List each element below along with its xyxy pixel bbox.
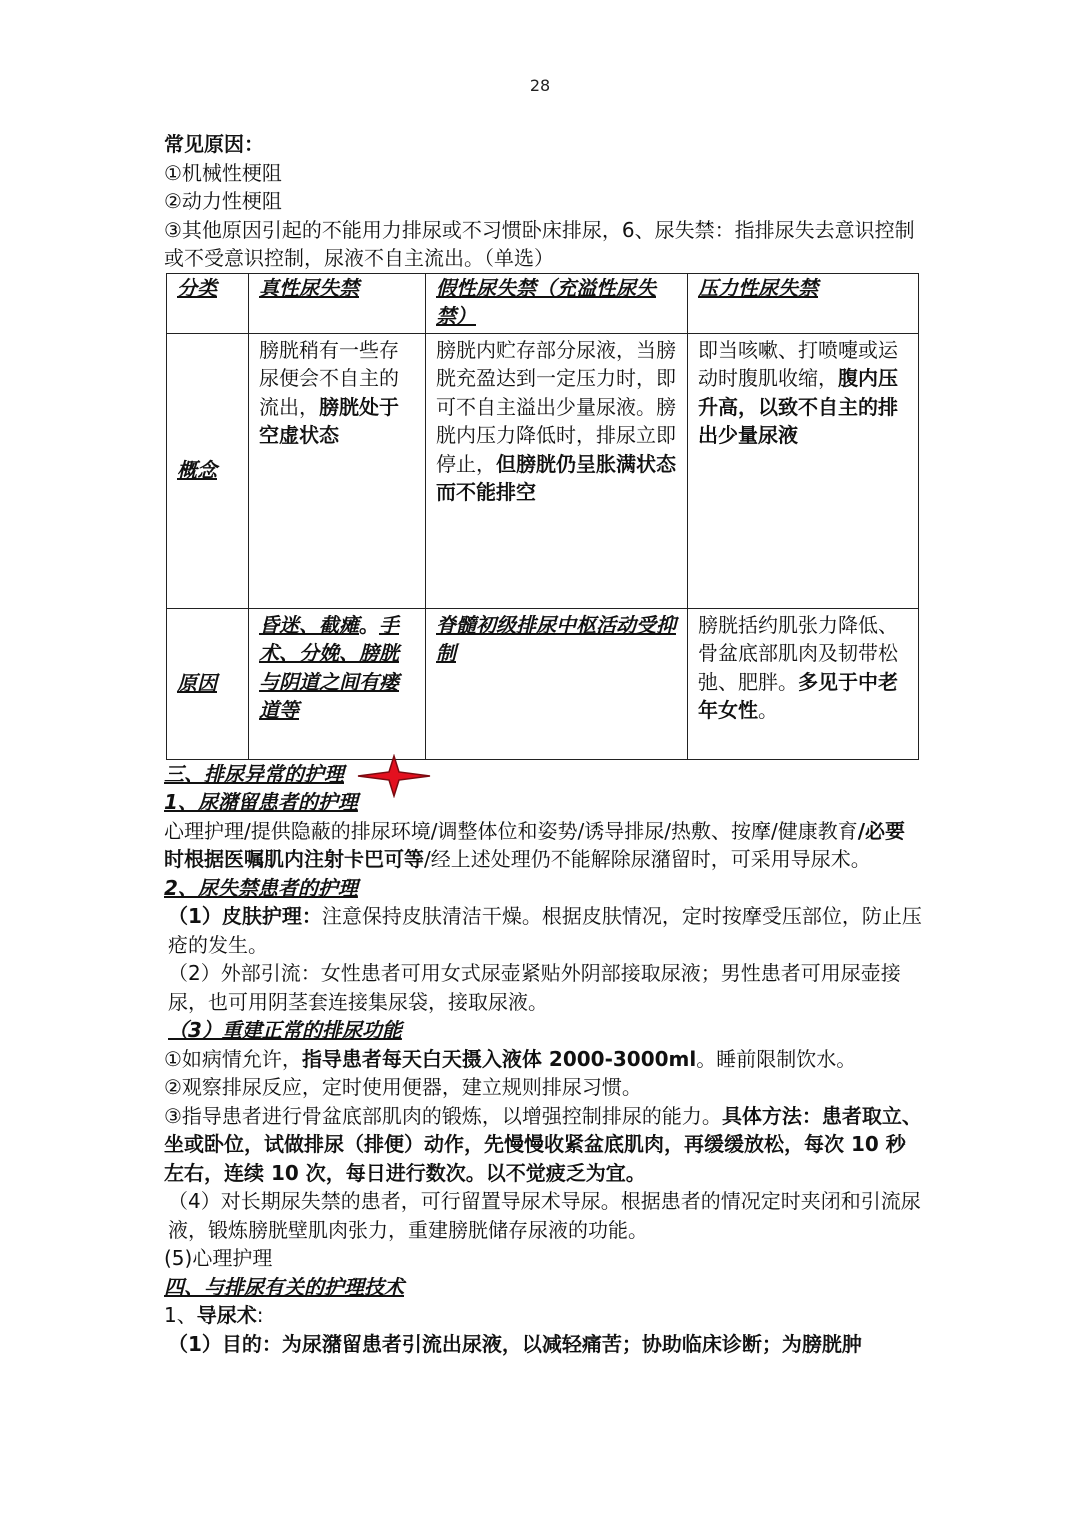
row-label-concept: 概念 <box>167 333 249 608</box>
section4-title: 四、与排尿有关的护理技术 <box>164 1274 404 1299</box>
cell-cause-overflow: 脊髓初级排尿中枢活动受抑制 <box>426 608 688 759</box>
section4-purpose: （1）目的：为尿潴留患者引流出尿液，以减轻痛苦；协助临床诊断；为膀胱肿 <box>168 1331 862 1356</box>
paragraph-external-drainage: （2）外部引流：女性患者可用女式尿壶紧贴外阴部接取尿液；男性患者可用尿壶接尿，也可用阴茎套连接集尿袋，接取尿液。 <box>168 961 901 1014</box>
section4-sub1: 1、导尿术: <box>164 1303 264 1327</box>
section3-sub2-title: 2、尿失禁患者的护理 <box>164 875 358 900</box>
paragraph-catheter: （4）对长期尿失禁的患者，可行留置导尿术导尿。根据患者的情况定时夹闭和引流尿液，锻炼膀胱壁肌肉张力，重建膀胱储存尿液的功能。 <box>168 1189 921 1242</box>
paragraph-rebuild-title: （3）重建正常的排尿功能 <box>168 1018 402 1042</box>
cause-item-3: ③其他原因引起的不能用力排尿或不习惯卧床排尿，6、尿失禁：指排尿失去意识控制或不受意识控制，尿液不自主流出。（单选） <box>164 217 915 270</box>
cell-concept-true: 膀胱稍有一些存尿便会不自主的流出，膀胱处于空虚状态 <box>249 333 426 608</box>
cause-item-2: ②动力性梗阻 <box>164 189 282 213</box>
table-header-category: 分类 <box>167 273 249 333</box>
causes-heading: 常见原因： <box>164 132 264 156</box>
section3-sub1-text: 心理护理/提供隐蔽的排尿环境/调整体位和姿势/诱导排尿/热敷、按摩/健康教育/必要时根据医嘱肌内注射卡巴可等/经上述处理仍不能解除尿潴留时，可采用导尿术。 <box>164 818 906 871</box>
section3-title-wrap <box>164 760 924 789</box>
section3-sub1-title: 1、尿潴留患者的护理 <box>164 790 358 814</box>
rebuild-item-1: ①如病情允许，指导患者每天白天摄入液体 2000-3000ml。睡前限制饮水。 <box>164 1046 857 1071</box>
cell-cause-true: 昏迷、截瘫。手术、分娩、膀胱与阴道之间有瘘道等 <box>249 608 426 759</box>
section3-title: 三、排尿异常的护理 <box>164 761 344 786</box>
paragraph-skin-care: （1）皮肤护理：注意保持皮肤清洁干燥。根据皮肤情况，定时按摩受压部位，防止压疮的发生。 <box>168 904 922 957</box>
row-label-cause: 原因 <box>167 608 249 759</box>
document-body <box>164 130 924 1358</box>
cell-concept-stress: 即当咳嗽、打喷嚏或运动时腹肌收缩，腹内压升高，以致不自主的排出少量尿液 <box>688 333 919 608</box>
rebuild-item-3: ③指导患者进行骨盆底部肌肉的锻炼，以增强控制排尿的能力。具体方法：患者取立、坐或卧位，试做排尿（排便）动作，先慢慢收紧盆底肌肉，再缓缓放松，每次 10 秒左右，连续 10 次，每日进行数次。以不觉疲乏为宜。 <box>164 1103 922 1185</box>
incontinence-table <box>166 273 919 760</box>
cause-item-1: ①机械性梗阻 <box>164 160 282 185</box>
table-header-row <box>167 273 919 333</box>
table-row-cause <box>167 608 919 759</box>
cell-cause-stress: 膀胱括约肌张力降低、骨盆底部肌肉及韧带松弛、肥胖。多见于中老年女性。 <box>688 608 919 759</box>
paragraph-psych-care: (5)心理护理 <box>164 1246 273 1270</box>
cell-concept-overflow: 膀胱内贮存部分尿液，当膀胱充盈达到一定压力时，即可不自主溢出少量尿液。膀胱内压力降低时，排尿立即停止，但膀胱仍呈胀满状态而不能排空 <box>426 333 688 608</box>
table-header-stress-incontinence: 压力性尿失禁 <box>688 273 919 333</box>
page-number: 28 <box>529 76 551 95</box>
table-header-overflow-incontinence: 假性尿失禁（充溢性尿失禁） <box>426 273 688 333</box>
table-row-concept <box>167 333 919 608</box>
rebuild-item-2: ②观察排尿反应，定时使用便器，建立规则排尿习惯。 <box>164 1075 642 1099</box>
table-header-true-incontinence: 真性尿失禁 <box>249 273 426 333</box>
four-point-star-icon <box>354 754 434 798</box>
